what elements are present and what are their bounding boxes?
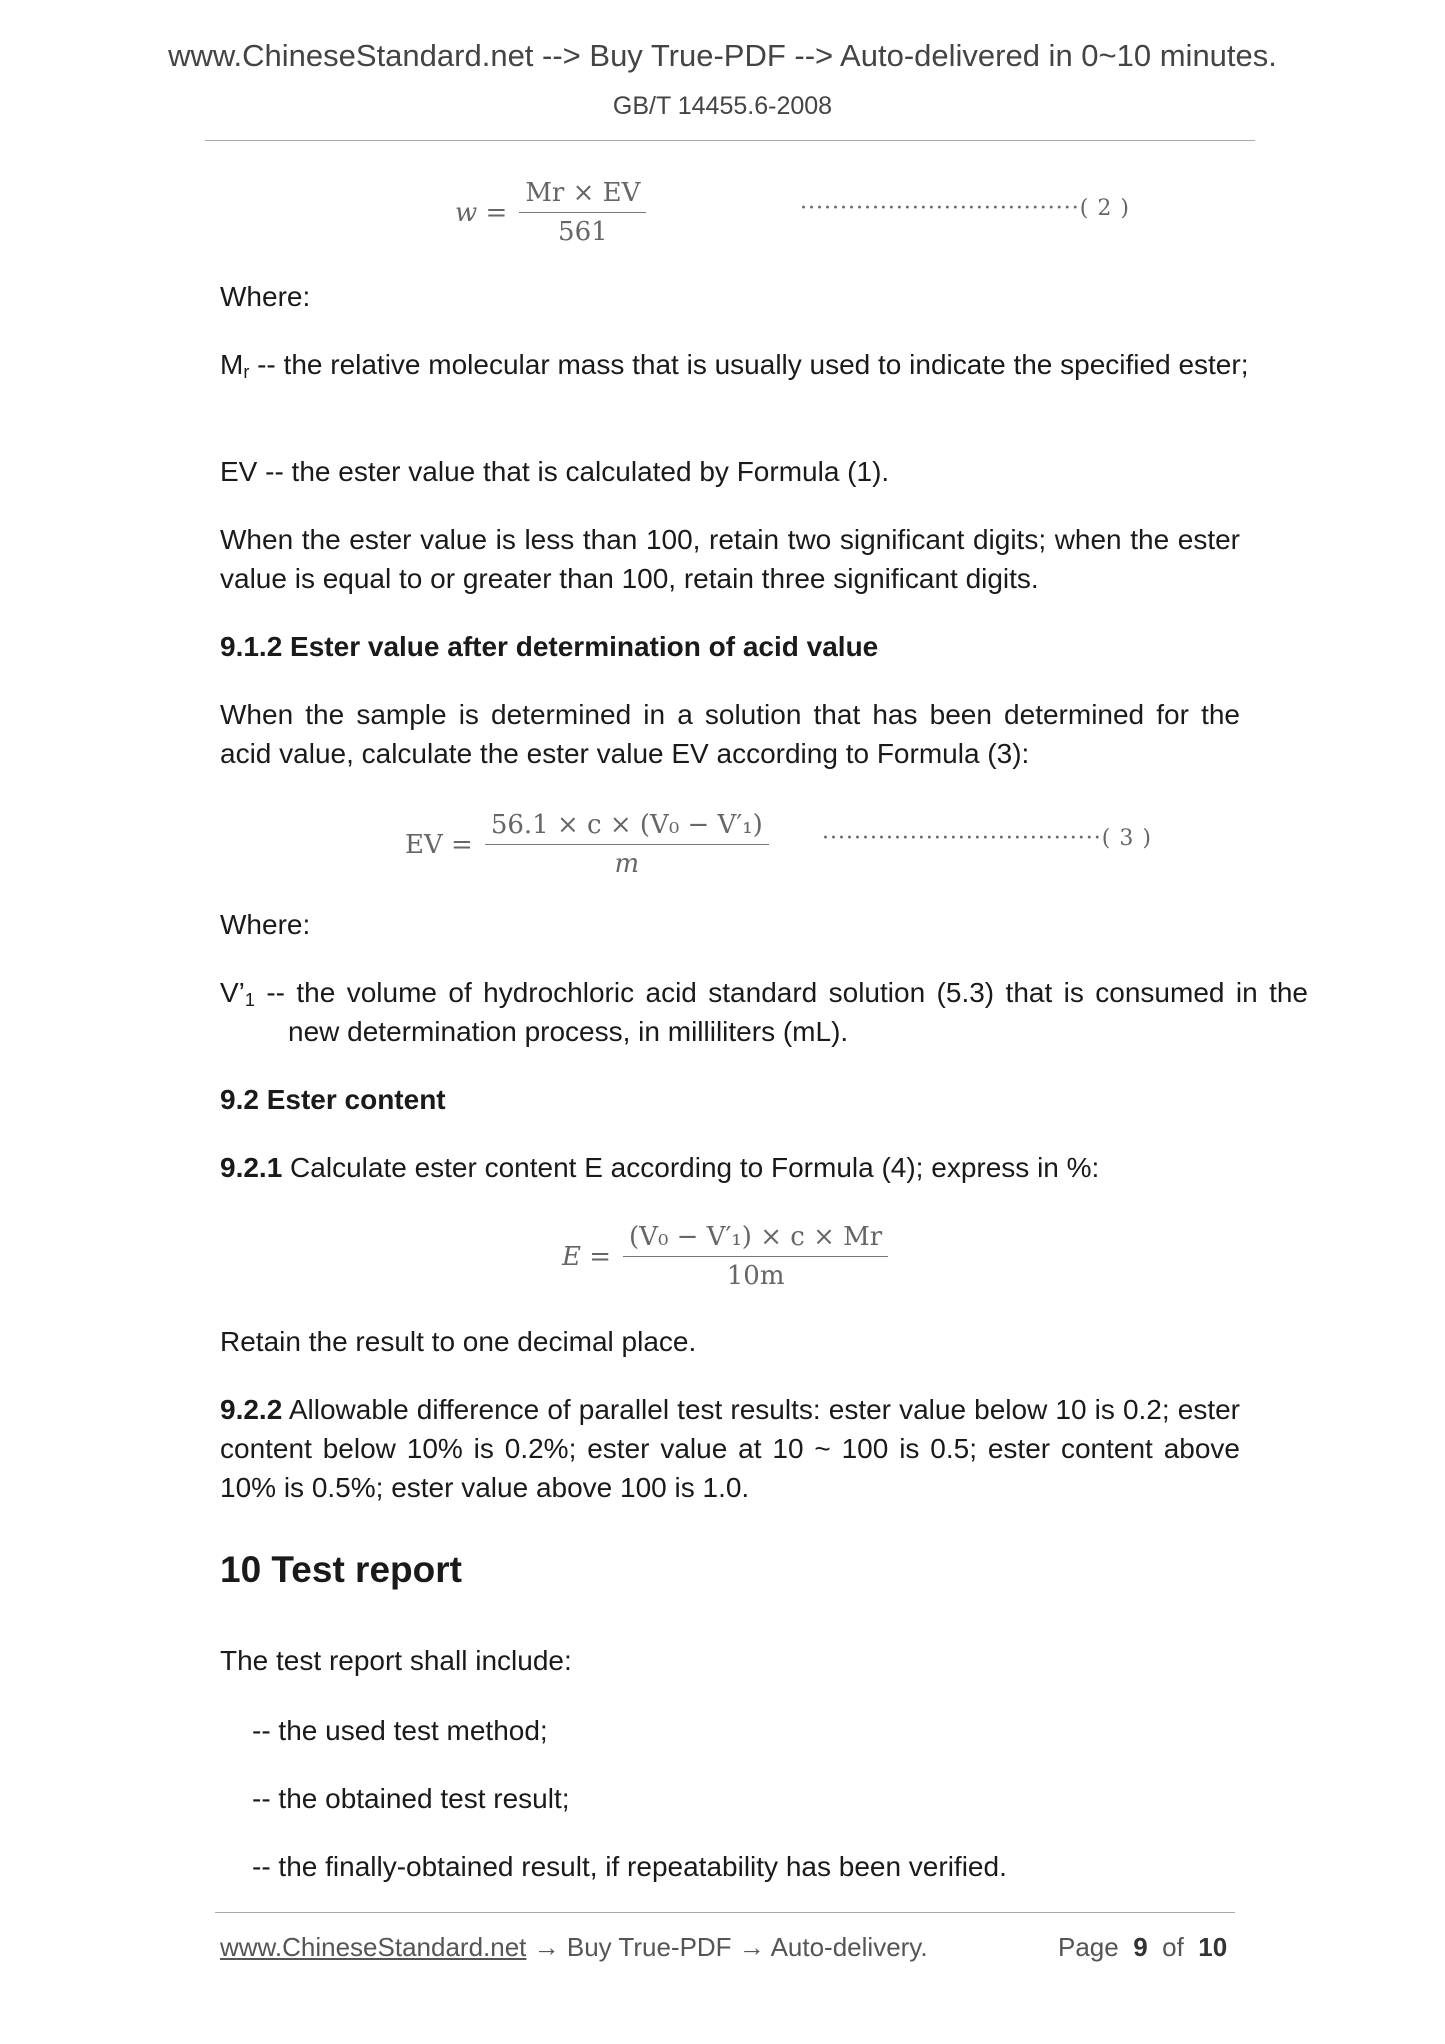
footer-tagline: → Buy True-PDF → Auto-delivery. [526, 1932, 928, 1962]
paragraph-report-intro: The test report shall include: [220, 1645, 572, 1676]
formula-2-numerator: Mr × EV [519, 178, 646, 213]
formula-3-dots: ··································· [822, 826, 1102, 851]
formula-2-dots: ··································· [800, 196, 1080, 221]
clause-9-2-1-text: Calculate ester content E according to Formula (4); express in %: [282, 1152, 1100, 1183]
formula-2-fraction [519, 178, 646, 247]
where-label-1: Where: [220, 281, 311, 312]
footer-site-link[interactable]: www.ChineseStandard.net [220, 1932, 527, 1962]
formula-3-denominator: m [614, 849, 640, 879]
v1-symbol: V’ [220, 977, 245, 1008]
definition-ev: EV -- the ester value that is calculated by Formula (1). [220, 456, 890, 487]
clause-9-2-1-number: 9.2.1 [220, 1152, 283, 1183]
formula-3 [405, 810, 769, 879]
heading-9-2: 9.2 Ester content [220, 1084, 446, 1115]
formula-3-numerator: 56.1 × c × (V₀ − V′₁) [485, 810, 769, 845]
formula-3-leader [822, 826, 1152, 851]
definition-mr [220, 345, 1308, 384]
site-banner: www.ChineseStandard.net --> Buy True-PDF --> Auto-delivered in 0~10 minutes. [168, 38, 1277, 73]
paragraph-significant-digits: When the ester value is less than 100, retain two significant digits; when the ester value is equal to or greater than 100, retain three significant digits. [220, 524, 1240, 594]
report-item-method: -- the used test method; [252, 1715, 548, 1746]
page-indicator [1058, 1932, 1227, 1963]
formula-2-number: ( 2 ) [1079, 196, 1130, 221]
paragraph-9-2-1 [220, 1148, 1240, 1187]
where-label-2: Where: [220, 909, 311, 940]
footer-links [220, 1932, 928, 1963]
footer-divider [215, 1912, 1235, 1913]
heading-9-1-2: 9.1.2 Ester value after determination of acid value [220, 631, 879, 662]
clause-9-2-2-text: Allowable difference of parallel test results: ester value below 10 is 0.2; ester content below 10% is 0.2%; ester value at 10 ~ 100 is 0.5; ester content above 10% is 0.5%; ester value above 100 is 1.0. [220, 1394, 1240, 1503]
standard-code: GB/T 14455.6-2008 [612, 92, 833, 120]
v1-text: -- the volume of hydrochloric acid standard solution (5.3) that is consumed in the new determination process, in milliliters (mL). [254, 977, 1308, 1047]
formula-2-lhs: w = [455, 197, 508, 228]
paragraph-retain-decimal: Retain the result to one decimal place. [220, 1326, 697, 1357]
paragraph-9-1-2: When the sample is determined in a solution that has been determined for the acid value, calculate the ester value EV according to Formula (3): [220, 699, 1240, 769]
page-number: 9 [1133, 1932, 1148, 1962]
mr-text: -- the relative molecular mass that is usually used to indicate the specified ester; [249, 349, 1249, 380]
paragraph-9-2-2 [220, 1390, 1240, 1507]
formula-2-denominator: 561 [558, 217, 608, 247]
formula-2 [455, 178, 646, 247]
formula-3-lhs: EV = [405, 829, 473, 860]
of-label: of [1162, 1932, 1184, 1962]
formula-4 [562, 1222, 888, 1291]
formula-3-number: ( 3 ) [1101, 826, 1152, 851]
mr-subscript: r [243, 362, 250, 382]
definition-v1 [220, 973, 1308, 1051]
page-total: 10 [1198, 1932, 1228, 1962]
formula-4-fraction [623, 1222, 888, 1291]
report-item-result: -- the obtained test result; [252, 1783, 570, 1814]
header-divider [205, 140, 1255, 141]
heading-10-test-report: 10 Test report [220, 1549, 462, 1590]
v1-subscript: 1 [244, 990, 255, 1010]
formula-4-numerator: (V₀ − V′₁) × c × Mr [623, 1222, 888, 1257]
formula-4-lhs: E = [562, 1241, 612, 1272]
clause-9-2-2-number: 9.2.2 [220, 1394, 283, 1425]
page-label: Page [1058, 1932, 1119, 1962]
formula-3-fraction [485, 810, 769, 879]
formula-4-denominator: 10m [726, 1261, 785, 1291]
report-item-final: -- the finally-obtained result, if repeatability has been verified. [252, 1851, 1007, 1882]
mr-symbol: M [220, 349, 244, 380]
formula-2-leader [800, 196, 1130, 221]
